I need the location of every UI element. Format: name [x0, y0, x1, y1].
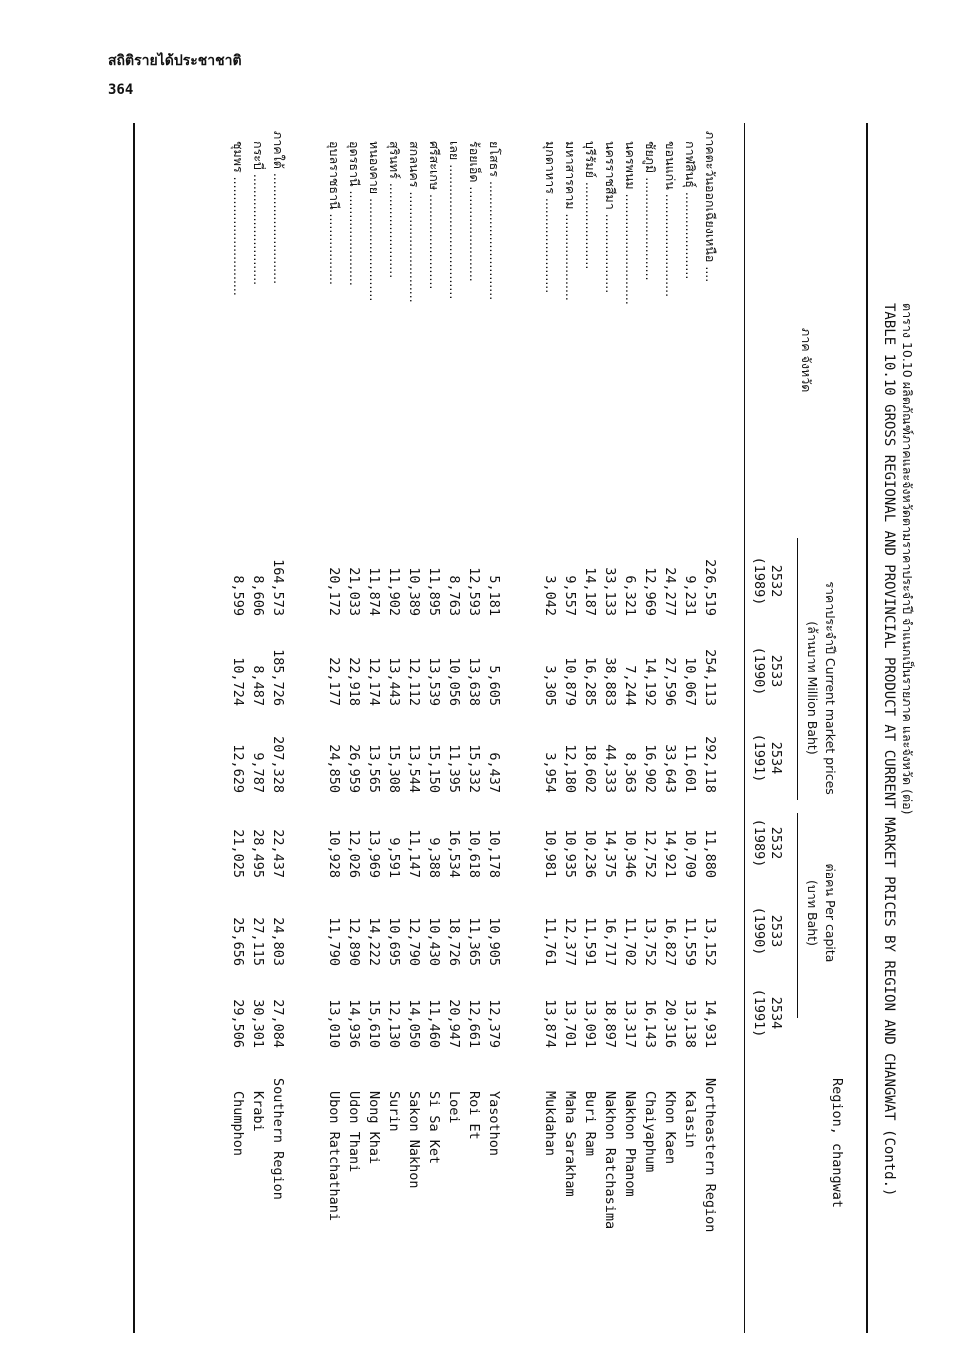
current-prices-rule [797, 538, 798, 800]
year-header: 2532 [768, 826, 784, 860]
table-cell: 10,695 [386, 917, 402, 966]
table-cell: 12,379 [486, 999, 502, 1048]
table-cell: 27,115 [250, 917, 266, 966]
header-per-capita: ต่อคน Per capita [823, 863, 838, 963]
row-label-thai: นครราชสีมา .................... [603, 141, 618, 294]
table-cell: 10,178 [486, 829, 502, 878]
header-current-prices: ราคาประจำปี Current market prices [823, 581, 838, 795]
table-cell: 15,150 [426, 744, 442, 793]
table-cell: 7,244 [622, 665, 638, 706]
table-cell: 8,763 [446, 575, 462, 616]
row-label-thai: ร้อยเอ็ด ........................ [467, 141, 482, 282]
table-cell: 14,187 [582, 567, 598, 616]
table-cell: 10,724 [230, 657, 246, 706]
top-rule [866, 123, 868, 1333]
row-label-thai: สุรินทร์ ........................ [387, 141, 402, 279]
table-cell: 16,717 [602, 917, 618, 966]
table-cell: 12,026 [346, 829, 362, 878]
row-label-english: Yasothon [486, 1091, 502, 1157]
bottom-rule [133, 123, 135, 1333]
row-label-thai: ขอนแก่น .......................... [663, 141, 678, 298]
row-label-thai: หนองคาย .......................... [367, 141, 382, 302]
row-label-english: Buri Ram [582, 1091, 598, 1157]
table-cell: 11,790 [326, 917, 342, 966]
table-cell: 13,152 [702, 917, 718, 966]
row-label-thai: มุกดาหาร ........................ [543, 141, 558, 294]
table-cell: 27,084 [270, 999, 286, 1048]
row-label-english: Chaiyaphum [642, 1091, 658, 1173]
table-cell: 16,534 [446, 829, 462, 878]
row-label-english: Krabi [250, 1091, 266, 1132]
table-cell: 6,437 [486, 752, 502, 793]
row-label-english: Northeastern Region [702, 1078, 718, 1233]
table-cell: 12,661 [466, 999, 482, 1048]
table-cell: 11,895 [426, 567, 442, 616]
table-cell: 20,947 [446, 999, 462, 1048]
header-region-english: Region, changwat [829, 1078, 845, 1209]
table-cell: 13,565 [366, 744, 382, 793]
table-cell: 16,143 [642, 999, 658, 1048]
table-cell: 11,395 [446, 744, 462, 793]
table-cell: 44,333 [602, 744, 618, 793]
table-cell: 8,487 [250, 665, 266, 706]
table-cell: 15,308 [386, 744, 402, 793]
row-label-thai: เลย .................................. [447, 141, 462, 300]
row-label-thai: นครพนม ............................ [623, 141, 638, 305]
table-cell: 14,050 [406, 999, 422, 1048]
table-cell: 10,905 [486, 917, 502, 966]
year-header: 2532 [768, 564, 784, 598]
table-cell: 12,790 [406, 917, 422, 966]
table-cell: 29,506 [230, 999, 246, 1048]
table-cell: 13,539 [426, 657, 442, 706]
table-cell: 9,388 [426, 837, 442, 878]
table-cell: 25,656 [230, 917, 246, 966]
table-title-thai: ตาราง 10.10 ผลิตภัณฑ์ภาคและจังหวัดตามราคาประจำปี จำแนกเป็นรายภาค และจังหวัด (ต่อ) [900, 303, 915, 815]
table-cell: 9,591 [386, 837, 402, 878]
table-cell: 16,285 [582, 657, 598, 706]
year-header-ad: (1991) [751, 988, 767, 1038]
table-cell: 11,460 [426, 999, 442, 1048]
table-cell: 3,042 [542, 575, 558, 616]
table-cell: 13,091 [582, 999, 598, 1048]
table-cell: 13,138 [682, 999, 698, 1048]
table-cell: 28,495 [250, 829, 266, 878]
table-cell: 13,443 [386, 657, 402, 706]
table-cell: 9,787 [250, 752, 266, 793]
table-cell: 6,321 [622, 575, 638, 616]
row-label-thai: ยโสธร .............................. [487, 141, 502, 301]
table-cell: 10,430 [426, 917, 442, 966]
table-cell: 30,301 [250, 999, 266, 1048]
row-label-english: Loei [446, 1091, 462, 1124]
table-cell: 8,599 [230, 575, 246, 616]
row-label-english: Udon Thani [346, 1091, 362, 1173]
year-header: 2533 [768, 914, 784, 948]
row-label-english: Si Sa Ket [426, 1091, 442, 1165]
table-cell: 292,118 [702, 736, 718, 793]
table-cell: 15,610 [366, 999, 382, 1048]
table-cell: 13,317 [622, 999, 638, 1048]
table-cell: 14,375 [602, 829, 618, 878]
row-label-english: Sakon Nakhon [406, 1091, 422, 1189]
table-cell: 11,761 [542, 917, 558, 966]
table-cell: 18,726 [446, 917, 462, 966]
table-cell: 12,174 [366, 657, 382, 706]
table-cell: 13,752 [642, 917, 658, 966]
table-cell: 38,883 [602, 657, 618, 706]
table-cell: 33,133 [602, 567, 618, 616]
table-cell: 5,605 [486, 665, 502, 706]
table-cell: 12,180 [562, 744, 578, 793]
table-cell: 10,981 [542, 829, 558, 878]
row-label-english: Southern Region [270, 1078, 286, 1200]
year-header-ad: (1989) [751, 556, 767, 606]
table-cell: 12,752 [642, 829, 658, 878]
header-rule [744, 123, 745, 1333]
per-capita-rule [797, 813, 798, 1018]
table-cell: 207,328 [270, 736, 286, 793]
table-cell: 12,629 [230, 744, 246, 793]
table-cell: 21,033 [346, 567, 362, 616]
table-cell: 10,346 [622, 829, 638, 878]
table-cell: 13,701 [562, 999, 578, 1048]
header-region-thai: ภาค จังหวัด [799, 328, 814, 393]
table-cell: 11,601 [682, 744, 698, 793]
year-header: 2534 [768, 996, 784, 1030]
table-cell: 226,519 [702, 559, 718, 616]
table-cell: 13,874 [542, 999, 558, 1048]
table-cell: 11,880 [702, 829, 718, 878]
table-cell: 12,969 [642, 567, 658, 616]
table-cell: 13,010 [326, 999, 342, 1048]
table-cell: 185,726 [270, 649, 286, 706]
row-label-thai: ภาคตะวันออกเฉียงเหนือ .... [703, 131, 718, 283]
table-cell: 12,130 [386, 999, 402, 1048]
table-cell: 14,931 [702, 999, 718, 1048]
row-label-thai: ภาคใต้ ............................ [271, 131, 286, 285]
table-cell: 13,638 [466, 657, 482, 706]
row-label-english: Chumphon [230, 1091, 246, 1157]
table-cell: 10,879 [562, 657, 578, 706]
table-cell: 14,936 [346, 999, 362, 1048]
table-cell: 12,890 [346, 917, 362, 966]
row-label-english: Khon Kaen [662, 1091, 678, 1165]
row-label-english: Nong Khai [366, 1091, 382, 1165]
table-cell: 22,177 [326, 657, 342, 706]
table-cell: 10,067 [682, 657, 698, 706]
table-cell: 13,969 [366, 829, 382, 878]
running-header-title: สถิติรายได้ประชาชาติ [108, 53, 242, 69]
table-cell: 10,618 [466, 829, 482, 878]
year-header-ad: (1990) [751, 646, 767, 696]
table-cell: 20,316 [662, 999, 678, 1048]
table-cell: 10,056 [446, 657, 462, 706]
year-header-ad: (1990) [751, 906, 767, 956]
table-cell: 11,365 [466, 917, 482, 966]
table-cell: 254,113 [702, 649, 718, 706]
row-label-thai: มหาสารคาม ...................... [563, 141, 578, 301]
table-cell: 27,596 [662, 657, 678, 706]
row-label-thai: สกลนคร ............................ [407, 141, 422, 303]
table-cell: 11,874 [366, 567, 382, 616]
row-label-thai: ชุมพร .............................. [231, 141, 246, 296]
table-cell: 14,921 [662, 829, 678, 878]
year-header: 2534 [768, 741, 784, 775]
table-cell: 10,236 [582, 829, 598, 878]
table-cell: 22,918 [346, 657, 362, 706]
table-cell: 16,902 [642, 744, 658, 793]
table-cell: 11,702 [622, 917, 638, 966]
row-label-english: Ubon Ratchathani [326, 1091, 342, 1222]
row-label-thai: กาฬสินธุ์ ...................... [683, 141, 698, 280]
table-cell: 12,377 [562, 917, 578, 966]
table-cell: 18,602 [582, 744, 598, 793]
header-per-capita-unit: (บาท Baht) [805, 880, 820, 946]
table-cell: 8,606 [250, 575, 266, 616]
row-label-english: Maha Sarakham [562, 1091, 578, 1197]
table-cell: 11,902 [386, 567, 402, 616]
row-label-english: Nakhon Ratchasima [602, 1091, 618, 1230]
table-cell: 21,025 [230, 829, 246, 878]
table-cell: 24,803 [270, 917, 286, 966]
table-cell: 3,954 [542, 752, 558, 793]
row-label-thai: ศรีสะเกษ ........................ [427, 141, 442, 290]
row-label-english: Nakhon Phanom [622, 1091, 638, 1197]
table-cell: 8,363 [622, 752, 638, 793]
table-cell: 9,557 [562, 575, 578, 616]
table-cell: 12,112 [406, 657, 422, 706]
row-label-english: Roi Et [466, 1091, 482, 1140]
row-label-english: Surin [386, 1091, 402, 1132]
table-cell: 10,935 [562, 829, 578, 878]
table-cell: 18,897 [602, 999, 618, 1048]
header-current-unit: (ล้านบาท Million Baht) [805, 621, 820, 755]
table-cell: 11,591 [582, 917, 598, 966]
table-cell: 33,643 [662, 744, 678, 793]
row-label-thai: ชัยภูมิ .......................... [643, 141, 658, 281]
table-cell: 16,827 [662, 917, 678, 966]
year-header-ad: (1991) [751, 733, 767, 783]
table-cell: 10,389 [406, 567, 422, 616]
year-header-ad: (1989) [751, 818, 767, 868]
row-label-english: Mukdahan [542, 1091, 558, 1157]
row-label-english: Kalasin [682, 1091, 698, 1148]
table-cell: 15,332 [466, 744, 482, 793]
table-cell: 10,709 [682, 829, 698, 878]
rotated-table [130, 123, 930, 1333]
table-cell: 3,305 [542, 665, 558, 706]
table-cell: 9,231 [682, 575, 698, 616]
row-label-thai: อุดรธานี ........................ [347, 141, 362, 286]
table-cell: 12,593 [466, 567, 482, 616]
row-label-thai: กระบี่ ............................ [251, 141, 266, 286]
table-cell: 20,172 [326, 567, 342, 616]
table-cell: 5,181 [486, 575, 502, 616]
table-title-english: TABLE 10.10 GROSS REGIONAL AND PROVINCIAL PRODUCT AT CURRENT MARKET PRICES BY REGION AND CHANGWAT (Contd.) [881, 303, 897, 1197]
table-cell: 11,559 [682, 917, 698, 966]
table-cell: 22,437 [270, 829, 286, 878]
table-cell: 11,147 [406, 829, 422, 878]
table-cell: 10,928 [326, 829, 342, 878]
row-label-thai: บุรีรัมย์ ...................... [583, 141, 598, 270]
table-cell: 14,192 [642, 657, 658, 706]
table-cell: 24,277 [662, 567, 678, 616]
table-cell: 14,222 [366, 917, 382, 966]
year-header: 2533 [768, 654, 784, 688]
table-cell: 24,850 [326, 744, 342, 793]
page-number: 364 [108, 82, 134, 98]
table-cell: 13,544 [406, 744, 422, 793]
table-cell: 26,959 [346, 744, 362, 793]
table-cell: 164,573 [270, 559, 286, 616]
row-label-thai: อุบลราชธานี .................. [327, 141, 342, 286]
